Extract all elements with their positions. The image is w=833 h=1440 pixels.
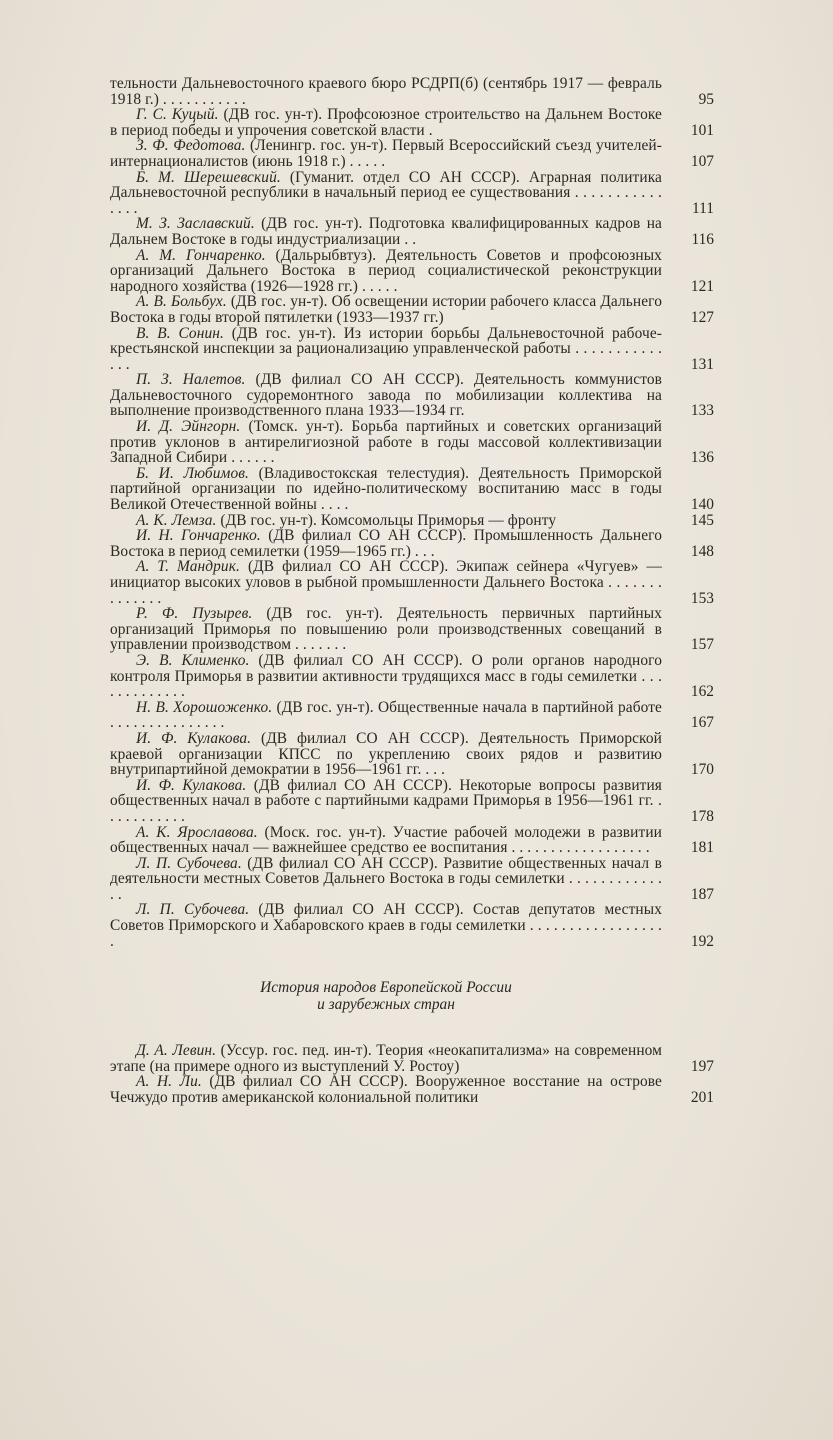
toc-entry-text (110, 825, 662, 856)
toc-entry-text (110, 513, 662, 529)
toc-entry-title: (Томск. ун-т). Борьба партийных и советских организаций против уклонов в антирелигиозной работе в годы массовой коллективизации Западной Сибири . . . . . . (110, 418, 663, 467)
toc-entry-text (110, 294, 662, 325)
toc-entry-title: (Владивостокская телестудия). Деятельность Приморской партийной организации по идейно-политическому воспитанию масс в годы Великой Отечественной войны . . . . (110, 464, 662, 514)
toc-entry-text (110, 856, 662, 903)
toc-entry-text (110, 1074, 662, 1105)
toc-entry (110, 107, 714, 138)
toc-entry-page-number: 187 (690, 885, 714, 903)
toc-entry-text (110, 216, 662, 247)
toc-entry-title: (ДВ гос. ун-т). Из истории борьбы Дальневосточной рабоче-крестьянской инспекции за рационализацию управленческой работы . . . . . . . . . . . . . . (110, 324, 662, 373)
toc-entry (110, 528, 714, 559)
table-of-contents (110, 76, 714, 1106)
toc-entry (110, 778, 714, 825)
toc-entry-text (110, 606, 662, 653)
section-heading-line-2: и зарубежных стран (317, 996, 455, 1014)
toc-entry-author: З. Ф. Федотова. (136, 137, 246, 155)
toc-entry (110, 700, 714, 731)
toc-entry-author: Р. Ф. Пузырев. (136, 605, 253, 623)
toc-entry (110, 559, 714, 606)
toc-entry-title: (ДВ филиал СО АН СССР). Вооруженное восстание на острове Чечжудо против американской колониальной политики (110, 1073, 662, 1107)
toc-entry-title: (ДВ филиал СО АН СССР). Экипаж сейнера «Чугуев» — инициатор высоких уловов в рыбной промышленности Дальнего Востока . . . . . . . . . . . . . . (110, 558, 663, 607)
toc-entry-title: (ДВ филиал СО АН СССР). Промышленность Дальнего Востока в период семилетки (1959—1965 гг.) . . . (110, 527, 662, 560)
toc-entry-author: И. Ф. Кулакова. (136, 729, 252, 747)
toc-entry-page-number: 136 (690, 449, 714, 467)
toc-entry-text (110, 1043, 662, 1074)
toc-entry-text (110, 138, 662, 169)
section-heading (110, 979, 662, 1013)
toc-entry-page-number: 181 (690, 839, 714, 857)
toc-entry-author: А. В. Больбух. (136, 293, 227, 311)
toc-entry-author: Д. А. Левин. (136, 1042, 217, 1060)
toc-entry-author: В. В. Сонин. (136, 324, 224, 342)
toc-entry-title: (ДВ филиал СО АН СССР). О роли органов народного контроля Приморья в развитии активности трудящихся масс в годы семилетки . . . . . . . . . . . . . (110, 651, 662, 701)
toc-entry-page-number: 153 (690, 589, 714, 607)
toc-entry (110, 466, 714, 513)
toc-entry-text (110, 326, 662, 373)
toc-entry-page-number: 197 (690, 1057, 714, 1075)
toc-entry-title: (Ленингр. гос. ун-т). Первый Всероссийский съезд учителей-интернационалистов (июнь 1918 г.) . . . . . (110, 137, 662, 170)
toc-entry-page-number: 192 (690, 932, 714, 950)
toc-entry-author: А. Т. Мандрик. (136, 558, 240, 576)
toc-entry-text (110, 248, 662, 295)
toc-entry-title: (ДВ филиал СО АН СССР). Деятельность коммунистов Дальневосточного судоремонтного завода по мобилизации коллектива на выполнение производственного плана 1933—1934 гг. (110, 371, 662, 420)
toc-entry-page-number: 167 (690, 714, 714, 732)
toc-entry-text (110, 107, 662, 138)
toc-entry-author: Э. В. Клименко. (136, 651, 250, 669)
toc-entry (110, 216, 714, 247)
toc-entry-author: Г. С. Куцый. (136, 106, 219, 124)
toc-entry-page-number: 162 (690, 683, 714, 701)
toc-entry-title: тельности Дальневосточного краевого бюро РСДРП(б) (сентябрь 1917 — февраль 1918 г.) . . . . . . . . . . . (110, 75, 662, 108)
toc-entry-author: А. К. Ярославова. (136, 823, 258, 841)
toc-entry (110, 138, 714, 169)
section-heading-line-1: История народов Европейской России (260, 979, 512, 997)
toc-entry-page-number: 116 (691, 230, 714, 248)
toc-entry (110, 294, 714, 325)
toc-entries-bottom (110, 1043, 714, 1105)
toc-entry (110, 170, 714, 217)
toc-entry-author: И. Н. Гончаренко. (136, 527, 261, 545)
toc-entry-page-number: 101 (690, 121, 714, 139)
toc-entry-page-number: 157 (690, 636, 714, 654)
toc-entry-author: А. Н. Ли. (136, 1073, 202, 1091)
toc-entry-title: (ДВ гос. ун-т). Комсомольцы Приморья — фронту (216, 511, 557, 529)
toc-entry-page-number: 201 (690, 1089, 714, 1107)
toc-entry (110, 606, 714, 653)
toc-entry (110, 825, 714, 856)
toc-entry-page-number: 107 (690, 152, 714, 170)
toc-entry (110, 76, 714, 107)
toc-entry (110, 902, 714, 949)
toc-entry-text (110, 466, 662, 513)
toc-entry-author: Л. П. Субочева. (136, 901, 250, 919)
toc-entry (110, 419, 714, 466)
toc-entry-author: А. М. Гончаренко. (136, 246, 266, 264)
toc-entry-page-number: 148 (690, 542, 714, 560)
toc-entry-title: (ДВ гос. ун-т). Деятельность первичных партийных организаций Приморья по повышению роли производственных совещаний в управлении производством . . . . . . . (110, 605, 662, 654)
toc-entry-text (110, 372, 662, 419)
toc-entry-page-number: 170 (690, 761, 714, 779)
toc-entry-title: (ДВ филиал СО АН СССР). Некоторые вопросы развития общественных начал в работе с партийными кадрами Приморья в 1956—1961 гг. . . . . . . . . . . . (110, 776, 662, 825)
toc-entry (110, 248, 714, 295)
toc-entry-title: (ДВ гос. ун-т). Общественные начала в партийной работе . . . . . . . . . . . . . . . (110, 698, 662, 732)
toc-entry-title: (Уссур. гос. пед. ин-т). Теория «неокапитализма» на современном этапе (на примере одного из выступлений У. Ростоу) (110, 1042, 662, 1075)
toc-entry-title: (Гуманит. отдел СО АН СССР). Аграрная политика Дальневосточной республики в начальный период ее существования . . . . . . . . . . . . . . . (110, 168, 662, 217)
toc-entry-text (110, 778, 662, 825)
toc-entry-author: Б. И. Любимов. (136, 464, 249, 482)
toc-entry (110, 513, 714, 529)
toc-entry-page-number: 178 (690, 807, 714, 825)
toc-entry (110, 1074, 714, 1105)
toc-entry-page-number: 133 (690, 402, 714, 420)
toc-entry (110, 653, 714, 700)
toc-entry-text (110, 653, 662, 700)
toc-entry (110, 326, 714, 373)
toc-entry-author: И. Д. Эйнгорн. (136, 418, 241, 436)
toc-entry-text (110, 170, 662, 217)
toc-entry-text (110, 902, 662, 949)
toc-entry (110, 372, 714, 419)
toc-entry-author: М. З. Заславский. (136, 215, 255, 233)
toc-entry-page-number: 111 (692, 199, 714, 217)
toc-entry-text (110, 528, 662, 559)
toc-entry-page-number: 95 (698, 90, 714, 108)
toc-entry-title: (ДВ гос. ун-т). Подготовка квалифицированных кадров на Дальнем Востоке в годы индустриализации . . (110, 215, 662, 248)
toc-entry-text (110, 731, 662, 778)
toc-entry (110, 1043, 714, 1074)
toc-entry-author: П. З. Налетов. (136, 371, 246, 389)
toc-entry-author: Б. М. Шерешевский. (136, 168, 281, 186)
toc-entry-text (110, 700, 662, 731)
toc-entry-title: (ДВ гос. ун-т). Об освещении истории рабочего класса Дальнего Востока в годы второй пятилетки (1933—1937 гг.) (110, 293, 662, 326)
toc-entry-title: (Моск. гос. ун-т). Участие рабочей молодежи в развитии общественных начал — важнейшее средство ее воспитания . . . . . . . . . . . . . . . . . . (110, 823, 663, 857)
toc-entries-top (110, 76, 714, 949)
toc-entry-page-number: 131 (690, 355, 714, 373)
toc-entry-author: Н. В. Хорошоженко. (136, 698, 273, 716)
toc-entry-page-number: 140 (690, 496, 714, 514)
toc-entry (110, 731, 714, 778)
toc-entry-title: (ДВ гос. ун-т). Профсоюзное строительство на Дальнем Востоке в период победы и упрочения советской власти . (110, 106, 662, 139)
toc-entry-title: (ДВ филиал СО АН СССР). Деятельность Приморской краевой организации КПСС по укреплению своих рядов и развитию внутрипартийной демократии в 1956—1961 гг. . . . (110, 729, 662, 779)
toc-entry-text (110, 76, 662, 107)
toc-entry-author: Л. П. Субочева. (136, 854, 242, 872)
toc-entry-page-number: 127 (690, 308, 714, 326)
toc-entry-title: (ДВ филиал СО АН СССР). Состав депутатов местных Советов Приморского и Хабаровского краев в годы семилетки . . . . . . . . . . . . . . . . . . (110, 901, 662, 950)
toc-entry-author: И. Ф. Кулакова. (136, 776, 247, 794)
toc-entry (110, 856, 714, 903)
toc-entry-title: (Дальрыбвтуз). Деятельность Советов и профсоюзных организаций Дальнего Востока в период социалистической реконструкции народного хозяйства (1926—1928 гг.) . . . . . (110, 246, 662, 295)
toc-entry-author: А. К. Лемза. (136, 511, 217, 529)
toc-entry-page-number: 121 (690, 277, 714, 295)
toc-entry-page-number: 145 (690, 511, 714, 529)
toc-entry-text (110, 419, 662, 466)
toc-entry-title: (ДВ филиал СО АН СССР). Развитие общественных начал в деятельности местных Советов Дальнего Востока в годы семилетки . . . . . . . . . . . . . . (110, 854, 662, 903)
toc-entry-text (110, 559, 662, 606)
